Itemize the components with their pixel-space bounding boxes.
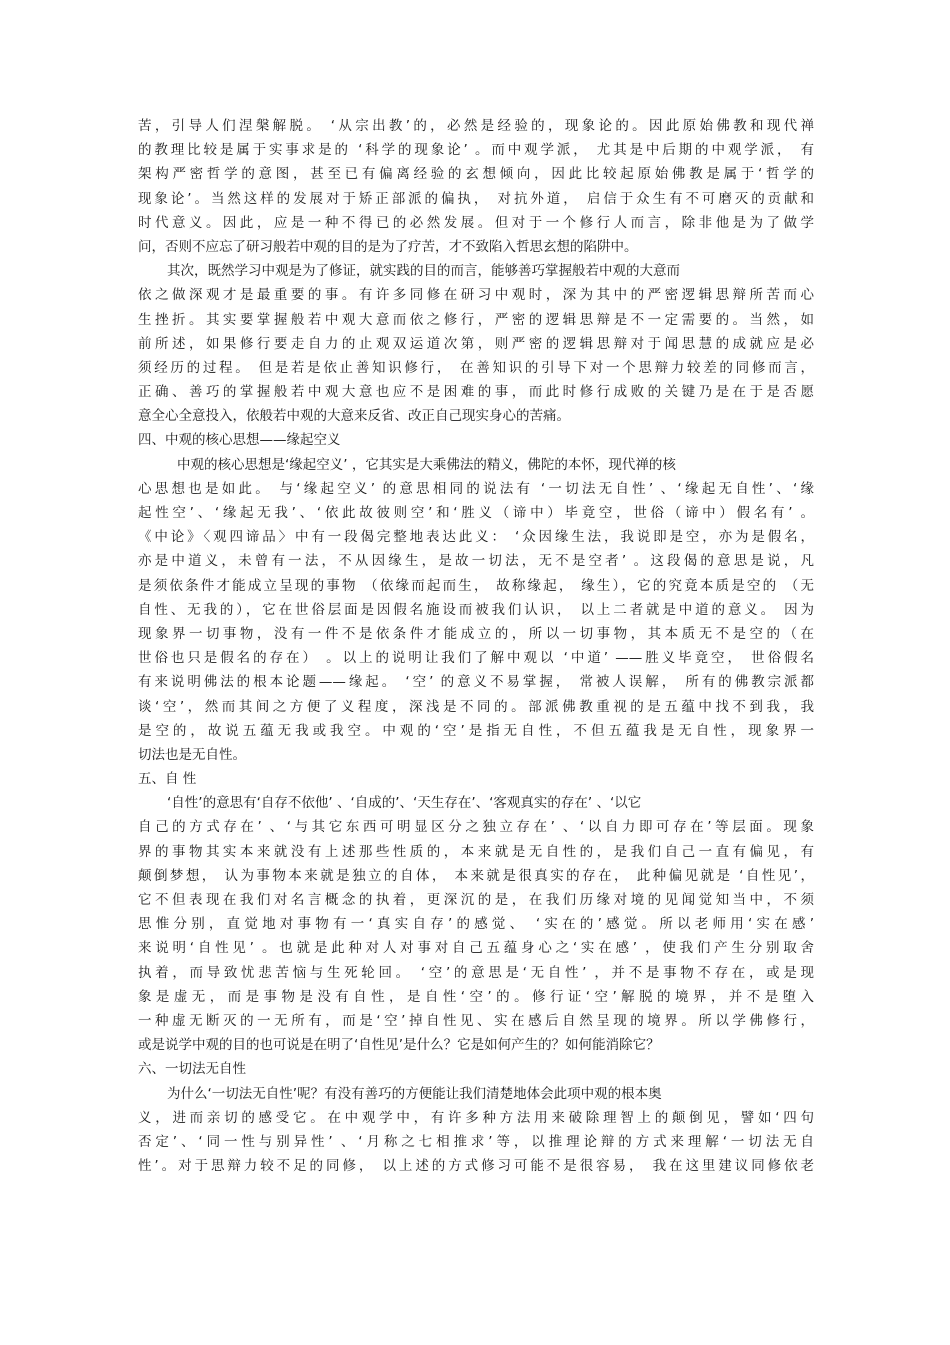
text-line: 世俗也只是假名的存在） 。以上的说明让我们了解中观以 ‘中道’ ——胜义毕竟空， 世俗假名 bbox=[138, 650, 814, 667]
text-line: 一种虚无断灭的一无所有，而是‘空’掉自性见、实在感后自然呈现的境界。所以学佛修行， bbox=[138, 1012, 814, 1029]
text-line: 架构严密哲学的意图，甚至已有偏离经验的玄想倾向，因此比较起原始佛教是属于‘哲学的 bbox=[138, 166, 814, 183]
paragraph-first-line: 其次，既然学习中观是为了修证，就实践的目的而言，能够善巧掌握般若中观的大意而 bbox=[167, 263, 680, 280]
text-line: 或是说学中观的目的也可说是在明了‘自性见’是什么？它是如何产生的？如何能消除它？ bbox=[138, 1037, 660, 1054]
text-line: 意全心全意投入，依般若中观的大意来反省、改正自己现实身心的苦痛。 bbox=[138, 408, 570, 425]
text-line: 亦是中道义，未曾有一法，不从因缘生，是故一切法，无不是空者’ 。这段偈的意思是说，凡 bbox=[138, 553, 814, 570]
text-line: 义，进而亲切的感受它。在中观学中，有许多种方法用来破除理智上的颠倒见，譬如‘四句 bbox=[138, 1109, 814, 1126]
text-line: 否定’、‘同一性与别异性’ 、‘月称之七相推求’等，以推理论辩的方式来理解‘一切法无自 bbox=[138, 1133, 814, 1150]
text-line: 时代意义。因此，应是一种不得已的必然发展。但对于一个修行人而言，除非他是为了做学 bbox=[138, 214, 814, 231]
text-line: 性’。对于思辩力较不足的同修， 以上述的方式修习可能不是很容易， 我在这里建议同修依老 bbox=[138, 1158, 814, 1175]
text-line: 生挫折。其实要掌握般若中观大意而依之修行，严密的逻辑思辩是不一定需要的。当然，如 bbox=[138, 311, 814, 328]
text-line: 切法也是无自性。 bbox=[138, 746, 246, 763]
paragraph-first-line: ‘自性’的意思有‘自存不依他’ 、‘自成的’、‘天生存在’、‘客观真实的存在’ 、‘以它 bbox=[167, 795, 642, 812]
document-page bbox=[138, 114, 814, 1178]
text-line: 问，否则不应忘了研习般若中观的目的是为了疗苦，才不致陷入哲思玄想的陷阱中。 bbox=[138, 238, 638, 255]
section-heading: 四、中观的核心思想——缘起空义 bbox=[138, 432, 341, 449]
text-line: 是空的，故说五蕴无我或我空。中观的‘空’是指无自性，不但五蕴我是无自性，现象界一 bbox=[138, 722, 814, 739]
text-line: 自己的方式存在’ 、‘与其它东西可明显区分之独立存在’ 、‘以自力即可存在’等层面。现象 bbox=[138, 819, 814, 836]
text-line: 现象论’。当然这样的发展对于矫正部派的偏执， 对抗外道， 启信于众生有不可磨灭的贡献和 bbox=[138, 190, 814, 207]
section-heading: 六、一切法无自性 bbox=[138, 1061, 246, 1078]
text-line: 的教理比较是属于实事求是的 ‘科学的现象论’ 。而中观学派， 尤其是中后期的中观学派， 有 bbox=[138, 142, 814, 159]
paragraph-first-line: 为什么‘一切法无自性’呢？有没有善巧的方便能让我们清楚地体会此项中观的根本奥 bbox=[167, 1085, 662, 1102]
text-line: 正确、善巧的掌握般若中观大意也应不是困难的事，而此时修行成败的关键乃是在于是否愿 bbox=[138, 384, 814, 401]
text-line: 执着，而导致忧悲苦恼与生死轮回。 ‘空’的意思是‘无自性’ ，并不是事物不存在，或是现 bbox=[138, 964, 814, 981]
text-line: 谈‘空’，然而其间之方便了义程度，深浅是不同的。部派佛教重视的是五蕴中找不到我，我 bbox=[138, 698, 814, 715]
text-line: 《中论》〈观四谛品〉中有一段偈完整地表达此义： ‘众因缘生法，我说即是空，亦为是假名， bbox=[138, 529, 814, 546]
text-line: 象是虚无，而是事物是没有自性，是自性‘空’的。修行证‘空’解脱的境界，并不是堕入 bbox=[138, 988, 814, 1005]
text-line: 有来说明佛法的根本论题——缘起。 ‘空’ 的意义不易掌握， 常被人误解， 所有的佛教宗派都 bbox=[138, 674, 814, 691]
text-line: 思惟分别，直觉地对事物有一‘真实自存’的感觉、 ‘实在的’感觉。所以老师用‘实在感’ bbox=[138, 916, 814, 933]
text-line: 自性、无我的），它在世俗层面是因假名施设而被我们认识， 以上二者就是中道的意义。 因为 bbox=[138, 601, 814, 618]
paragraph-first-line: 中观的核心思想是‘缘起空义’ ，它其实是大乘佛法的精义，佛陀的本怀，现代禅的核 bbox=[177, 456, 676, 473]
text-line: 现象界一切事物，没有一件不是依条件才能成立的，所以一切事物，其本质无不是空的（在 bbox=[138, 625, 814, 642]
text-line: 是须依条件才能成立呈现的事物 （依缘而起而生， 故称缘起， 缘生），它的究竟本质是空的 （无 bbox=[138, 577, 814, 594]
text-line: 来说明‘自性见’ 。也就是此种对人对事对自己五蕴身心之‘实在感’ ，使我们产生分别取舍 bbox=[138, 940, 814, 957]
text-line: 心思想也是如此。 与‘缘起空义’ 的意思相同的说法有 ‘一切法无自性’ 、‘缘起无自性’、‘缘 bbox=[138, 480, 814, 497]
section-heading: 五、自 性 bbox=[138, 771, 197, 788]
text-line: 须经历的过程。 但是若是依止善知识修行， 在善知识的引导下对一个思辩力较差的同修而言， bbox=[138, 359, 814, 376]
text-line: 界的事物其实本来就没有上述那些性质的，本来就是无自性的，是我们自己一直有偏见，有 bbox=[138, 843, 814, 860]
text-line: 苦，引导人们涅槃解脱。 ‘从宗出教’的，必然是经验的，现象论的。因此原始佛教和现代禅 bbox=[138, 118, 814, 134]
text-line: 依之做深观才是最重要的事。有许多同修在研习中观时，深为其中的严密逻辑思辩所苦而心 bbox=[138, 287, 814, 304]
text-line: 颠倒梦想， 认为事物本来就是独立的自体， 本来就是很真实的存在， 此种偏见就是 ‘自性见’， bbox=[138, 867, 814, 884]
text-line: 起性空’、‘缘起无我’、‘依此故彼则空’和‘胜义（谛中）毕竟空，世俗（谛中）假名有’ 。 bbox=[138, 505, 814, 521]
text-line: 前所述，如果修行要走自力的止观双运道次第，则严密的逻辑思辩对于闻思慧的成就应是必 bbox=[138, 335, 814, 352]
text-line: 它不但表现在我们对名言概念的执着，更深沉的是，在我们历缘对境的见闻觉知当中，不须 bbox=[138, 892, 814, 908]
